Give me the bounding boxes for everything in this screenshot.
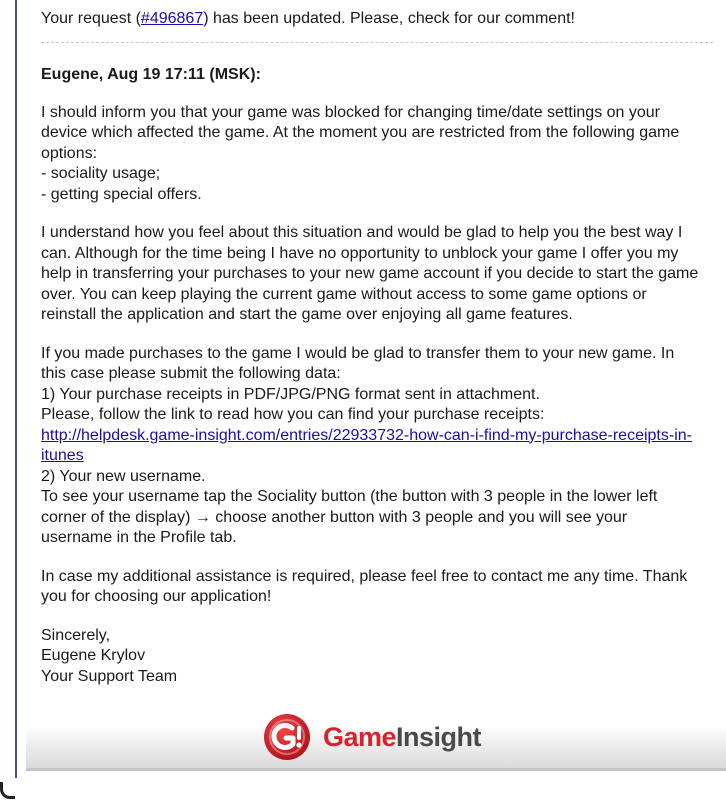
footer-shadow bbox=[26, 768, 726, 771]
paragraph-blocked bbox=[41, 103, 711, 206]
text-line: - getting special offers. bbox=[41, 185, 202, 203]
comment-author: Eugene, Aug 19 17:11 (MSK): bbox=[41, 66, 261, 83]
gameinsight-logo bbox=[263, 712, 481, 762]
email-body bbox=[41, 8, 711, 687]
signature bbox=[41, 626, 711, 688]
text-line: Please, follow the link to read how you can find your purchase receipts: bbox=[41, 406, 545, 423]
signoff-line: Eugene Krylov bbox=[41, 647, 146, 664]
text-line: you for choosing our application! bbox=[41, 588, 272, 605]
quote-rule bbox=[15, 0, 17, 778]
paragraph-closing bbox=[41, 567, 711, 608]
text-line: over. You can keep playing the current game without access to some game options or bbox=[41, 285, 647, 303]
gameinsight-wordmark bbox=[323, 722, 481, 753]
signoff-line: Your Support Team bbox=[41, 667, 178, 685]
text-line: I should inform you that your game was blocked for changing time/date settings on your bbox=[41, 103, 661, 121]
text-line: device which affected the game. At the moment you are restricted from the following game bbox=[41, 124, 680, 141]
logo-word-insight: Insight bbox=[396, 721, 482, 752]
update-notice bbox=[41, 8, 711, 30]
paragraph-understand bbox=[41, 223, 711, 326]
notice-suffix: ) has been updated. Please, check for our comment! bbox=[203, 10, 575, 27]
text-line: To see your username tap the Sociality button (the button with 3 people in the lower left bbox=[41, 488, 658, 505]
text-line: options: bbox=[41, 144, 98, 162]
text-line: this case please submit the following data: bbox=[41, 365, 341, 382]
text-line: help in transferring your purchases to your new game account if you decide to start the game bbox=[41, 265, 699, 282]
gameinsight-logo-icon bbox=[263, 713, 311, 761]
receipts-help-link-continued[interactable]: itunes bbox=[41, 447, 84, 464]
text-line: can. Although for the time being I have no opportunity to unblock your game I offer you my bbox=[41, 244, 679, 262]
text-line: reinstall the application and start the game over enjoying all game features. bbox=[41, 306, 573, 323]
text-line: If you made purchases to the game I would be glad to transfer them to your new game. In bbox=[41, 344, 675, 362]
text-line: username in the Profile tab. bbox=[41, 529, 237, 546]
receipts-help-link[interactable]: http://helpdesk.game-insight.com/entries/22933732-how-can-i-find-my-purchase-receipts-in- bbox=[41, 426, 692, 444]
text-line: 1) Your purchase receipts in PDF/JPG/PNG format sent in attachment. bbox=[41, 385, 540, 403]
ticket-link[interactable]: #496867 bbox=[140, 10, 204, 27]
signoff-line: Sincerely, bbox=[41, 626, 111, 644]
corner-mark bbox=[0, 782, 15, 799]
divider bbox=[41, 42, 713, 43]
logo-word-game: Game bbox=[323, 721, 397, 752]
text-line: 2) Your new username. bbox=[41, 467, 206, 485]
text-line: I understand how you feel about this situation and would be glad to help you the best way I bbox=[41, 224, 683, 241]
paragraph-purchases bbox=[41, 344, 711, 549]
text-line: In case my additional assistance is required, please feel free to contact me any time. Thank bbox=[41, 567, 688, 585]
text-line: corner of the display) → choose another button with 3 people and you will see your bbox=[41, 508, 628, 526]
text-line: - sociality usage; bbox=[41, 165, 161, 182]
notice-prefix: Your request ( bbox=[41, 10, 141, 27]
